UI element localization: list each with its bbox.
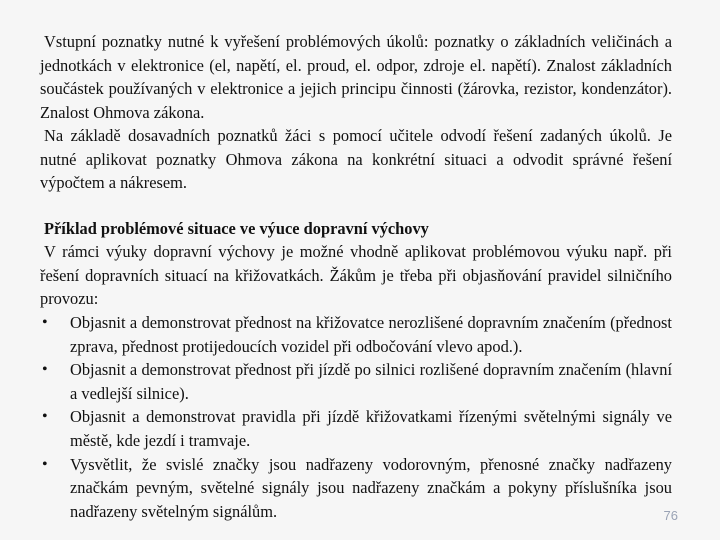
section-heading: Příklad problémové situace ve výuce dopravní výchovy [44, 219, 429, 238]
list-item [40, 311, 672, 358]
paragraph-traffic-intro: V rámci výuky dopravní výchovy je možné vhodně aplikovat problémovou výuku např. při řešení dopravních situací na křižovatkách. Žákům je třeba při objasňování pravidel silničního provozu: [40, 242, 672, 309]
list-item-text: Objasnit a demonstrovat pravidla při jízdě křižovatkami řízenými světelnými signály ve městě, kde jezdí i tramvaje. [70, 407, 672, 450]
bullet-list [40, 311, 672, 523]
page-number: 76 [663, 508, 678, 523]
bullet-icon: • [42, 408, 48, 426]
bullet-icon: • [42, 314, 48, 331]
list-item-text: Objasnit a demonstrovat přednost na křižovatce nerozlišené dopravním značením (přednost zprava, přednost protijedoucích vozidel při odbočování vlevo apod.). [70, 313, 672, 356]
list-item [40, 405, 672, 452]
list-item [40, 358, 672, 405]
list-item [40, 453, 672, 524]
list-item-text: Vysvětlit, že svislé značky jsou nadřazeny vodorovným, přenosné značky nadřazeny značkám pevným, světelné signály jsou nadřazeny značkám a pokyny příslušníka jsou nadřazeny světelným signálům. [70, 454, 672, 521]
paragraph-method: Na základě dosavadních poznatků žáci s pomocí učitele odvodí řešení zadaných úkolů. Je nutné aplikovat poznatky Ohmova zákona na konkrétní situaci a odvodit správné řešení výpočtem a nákresem. [40, 126, 672, 193]
list-item-text: Objasnit a demonstrovat přednost při jízdě po silnici rozlišené dopravním značením (hlavní a vedlejší silnice). [70, 360, 672, 403]
bullet-icon: • [42, 361, 48, 379]
paragraph-prerequisites: Vstupní poznatky nutné k vyřešení problémových úkolů: poznatky o základních veličinách a jednotkách v elektronice (el, napětí, el. proud, el. odpor, zdroje el. napětí). Znalost základních součástek používaných v elektronice a jejich principu činnosti (žárovka, rezistor, kondenzátor). Znalost Ohmova zákona. [40, 32, 672, 122]
bullet-icon: • [42, 455, 48, 473]
